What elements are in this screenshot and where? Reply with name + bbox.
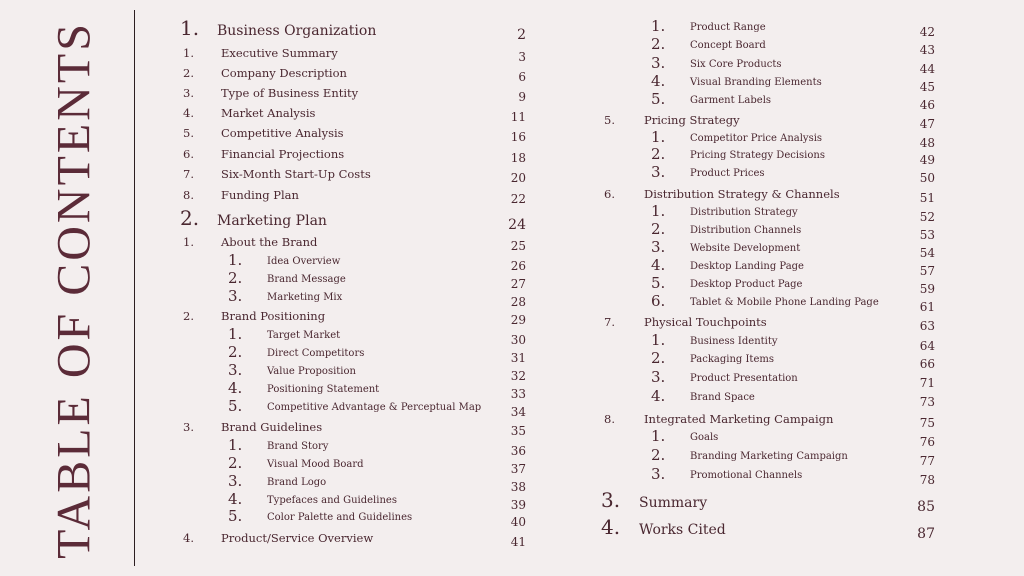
toc-entry-number: 2. [651, 446, 666, 464]
toc-entry-label: Distribution Channels [690, 225, 802, 236]
toc-entry[interactable] [0, 74, 1024, 92]
toc-entry-label: Works Cited [639, 522, 726, 538]
toc-entry-number: 1. [180, 16, 200, 40]
toc-entry-page: 26 [510, 259, 526, 273]
toc-entry-page: 16 [510, 130, 526, 144]
toc-entry-page: 78 [919, 473, 935, 487]
toc-entry[interactable] [0, 333, 1024, 351]
toc-entry[interactable] [0, 185, 1024, 203]
toc-entry-number: 1. [651, 128, 666, 146]
toc-entry[interactable] [0, 313, 1024, 331]
toc-entry-label: Visual Mood Board [267, 459, 364, 470]
toc-entry-label: Product Range [690, 22, 766, 33]
toc-entry-page: 6 [518, 70, 526, 84]
toc-entry-number: 5. [651, 274, 666, 292]
toc-entry[interactable] [0, 130, 1024, 148]
toc-entry-page: 59 [919, 282, 935, 296]
toc-entry[interactable] [0, 222, 1024, 240]
toc-entry-number: 1. [228, 325, 243, 343]
toc-entry-label: Product Presentation [690, 373, 798, 384]
toc-entry-page: 63 [919, 319, 935, 333]
toc-entry-number: 3. [651, 465, 666, 483]
toc-entry-label: Competitor Price Analysis [690, 133, 823, 144]
toc-entry-label: Brand Guidelines [221, 420, 323, 434]
toc-entry-number: 2. [651, 35, 666, 53]
toc-entry[interactable] [0, 111, 1024, 129]
toc-entry[interactable] [0, 258, 1024, 276]
toc-entry-page: 85 [917, 499, 935, 515]
toc-entry-page: 32 [510, 369, 526, 383]
toc-entry-number: 1. [651, 331, 666, 349]
toc-entry-number: 7. [604, 315, 615, 329]
toc-entry-number: 3. [228, 361, 243, 379]
toc-entry-number: 3. [228, 287, 243, 305]
toc-entry-number: 8. [604, 412, 615, 426]
toc-entry-page: 42 [919, 25, 935, 39]
toc-entry-number: 1. [228, 436, 243, 454]
toc-entry-page: 37 [510, 462, 526, 476]
toc-entry-label: Brand Message [267, 274, 346, 285]
toc-entry[interactable] [0, 276, 1024, 294]
toc-entry-label: Business Identity [690, 336, 778, 347]
toc-entry[interactable] [0, 240, 1024, 258]
toc-entry-number: 7. [183, 167, 194, 181]
toc-entry-label: Direct Competitors [267, 348, 365, 359]
toc-entry-number: 4. [651, 72, 666, 90]
toc-entry-page: 44 [919, 62, 935, 76]
toc-entry-page: 75 [919, 416, 935, 430]
toc-entry-page: 11 [510, 110, 526, 124]
toc-entry[interactable] [0, 467, 1024, 485]
toc-entry-page: 52 [919, 210, 935, 224]
toc-entry-label: Website Development [690, 243, 801, 254]
toc-entry-label: Desktop Landing Page [690, 261, 804, 272]
toc-entry-label: Product/Service Overview [221, 531, 374, 545]
toc-entry-page: 18 [510, 151, 526, 165]
toc-entry-number: 5. [183, 126, 194, 140]
toc-entry[interactable] [0, 204, 1024, 222]
toc-entry-label: Distribution Strategy [690, 207, 798, 218]
toc-entry-number: 2. [180, 206, 200, 230]
toc-entry-number: 6. [183, 147, 194, 161]
toc-entry-page: 64 [919, 339, 935, 353]
toc-entry-page: 41 [510, 535, 526, 549]
toc-entry-page: 34 [510, 405, 526, 419]
toc-entry-page: 24 [508, 217, 526, 233]
toc-entry-number: 3. [651, 238, 666, 256]
toc-entry[interactable] [0, 56, 1024, 74]
toc-entry[interactable] [0, 351, 1024, 369]
toc-entry[interactable] [0, 92, 1024, 110]
toc-entry-number: 4. [228, 490, 243, 508]
toc-entry-number: 3. [228, 472, 243, 490]
toc-entry-label: About the Brand [221, 235, 318, 249]
toc-entry-page: 28 [510, 295, 526, 309]
toc-entry-page: 38 [510, 480, 526, 494]
toc-entry-label: Typefaces and Guidelines [267, 495, 397, 506]
toc-entry-label: Idea Overview [267, 256, 341, 267]
toc-entry-number: 5. [228, 397, 243, 415]
toc-entry-number: 3. [651, 163, 666, 181]
page-title: TABLE OF CONTENTS [47, 21, 101, 559]
toc-entry-page: 45 [919, 80, 935, 94]
toc-entry-label: Competitive Analysis [221, 126, 344, 140]
toc-entry-page: 50 [919, 171, 935, 185]
toc-entry-page: 49 [919, 153, 935, 167]
toc-entry-number: 4. [183, 531, 194, 545]
toc-entry-number: 5. [228, 507, 243, 525]
toc-entry-number: 6. [651, 292, 666, 310]
toc-entry-label: Promotional Channels [690, 470, 803, 481]
toc-entry-page: 40 [510, 515, 526, 529]
toc-entry[interactable] [0, 370, 1024, 388]
toc-entry-page: 71 [919, 376, 935, 390]
toc-entry-page: 39 [510, 498, 526, 512]
toc-entry-number: 5. [604, 113, 615, 127]
toc-entry-label: Goals [690, 432, 719, 443]
toc-entry-page: 43 [919, 43, 935, 57]
toc-entry-number: 3. [651, 54, 666, 72]
toc-entry-label: Company Description [221, 66, 347, 80]
toc-entry[interactable] [0, 389, 1024, 407]
toc-entry-label: Garment Labels [690, 95, 772, 106]
toc-entry-page: 30 [510, 333, 526, 347]
toc-entry-label: Market Analysis [221, 106, 316, 120]
toc-entry-number: 4. [601, 515, 621, 539]
toc-entry-page: 54 [919, 246, 935, 260]
toc-entry-label: Color Palette and Guidelines [267, 512, 413, 523]
toc-entry-page: 87 [917, 526, 935, 542]
toc-entry-label: Integrated Marketing Campaign [644, 412, 834, 426]
toc-entry-page: 61 [919, 300, 935, 314]
toc-entry-page: 27 [510, 277, 526, 291]
toc-entry-page: 29 [510, 313, 526, 327]
toc-entry-number: 2. [651, 220, 666, 238]
toc-entry-page: 53 [919, 228, 935, 242]
toc-entry[interactable] [0, 16, 1024, 40]
toc-entry-label: Visual Branding Elements [690, 77, 822, 88]
toc-entry-number: 3. [183, 86, 194, 100]
toc-entry-number: 3. [183, 420, 194, 434]
toc-entry-number: 1. [228, 251, 243, 269]
toc-entry-label: Funding Plan [221, 188, 299, 202]
toc-entry-number: 2. [183, 66, 194, 80]
toc-entry-number: 1. [651, 427, 666, 445]
toc-entry-page: 3 [518, 50, 526, 64]
toc-entry-number: 6. [604, 187, 615, 201]
toc-entry-label: Summary [639, 495, 708, 511]
toc-entry-label: Target Market [267, 330, 341, 341]
toc-entry-label: Branding Marketing Campaign [690, 451, 848, 462]
toc-entry-page: 77 [919, 454, 935, 468]
toc-entry[interactable] [0, 165, 1024, 183]
toc-entry-label: Competitive Advantage & Perceptual Map [267, 402, 482, 413]
toc-entry-page: 36 [510, 444, 526, 458]
toc-entry-page: 33 [510, 387, 526, 401]
toc-entry-label: Brand Positioning [221, 309, 326, 323]
toc-entry-page: 57 [919, 264, 935, 278]
toc-entry-number: 4. [651, 256, 666, 274]
toc-entry-page: 76 [919, 435, 935, 449]
toc-entry-label: Six Core Products [690, 59, 782, 70]
toc-entry[interactable] [0, 410, 1024, 428]
toc-entry-number: 1. [183, 235, 194, 249]
toc-entry-label: Pricing Strategy Decisions [690, 150, 825, 161]
toc-entry-label: Product Prices [690, 168, 765, 179]
toc-entry-label: Brand Story [267, 441, 329, 452]
toc-entry-label: Concept Board [690, 40, 766, 51]
toc-entry-label: Financial Projections [221, 147, 345, 161]
toc-entry-number: 1. [651, 17, 666, 35]
toc-entry-page: 20 [510, 171, 526, 185]
toc-entry-label: Distribution Strategy & Channels [644, 187, 840, 201]
toc-entry-number: 3. [601, 488, 621, 512]
toc-entry-page: 25 [510, 239, 526, 253]
toc-entry-label: Pricing Strategy [644, 113, 740, 127]
toc-entry-label: Physical Touchpoints [644, 315, 767, 329]
toc-entry-number: 4. [228, 379, 243, 397]
toc-entry-number: 4. [651, 387, 666, 405]
toc-entry-page: 51 [919, 191, 935, 205]
toc-entry-number: 2. [228, 454, 243, 472]
toc-entry[interactable] [0, 147, 1024, 165]
toc-entry[interactable] [0, 37, 1024, 55]
toc-entry-page: 2 [517, 27, 526, 43]
toc-entry-page: 73 [919, 395, 935, 409]
toc-entry-page: 66 [919, 357, 935, 371]
toc-entry-number: 3. [651, 368, 666, 386]
toc-entry-label: Brand Space [690, 392, 755, 403]
toc-entry-number: 4. [183, 106, 194, 120]
toc-entry-label: Business Organization [217, 23, 377, 39]
toc-entry-page: 22 [510, 192, 526, 206]
toc-entry-page: 48 [919, 136, 935, 150]
toc-entry-label: Tablet & Mobile Phone Landing Page [690, 297, 879, 308]
toc-entry[interactable] [0, 429, 1024, 447]
toc-entry-page: 9 [518, 90, 526, 104]
toc-entry-number: 1. [651, 202, 666, 220]
toc-entry[interactable] [0, 448, 1024, 466]
toc-entry-number: 2. [651, 145, 666, 163]
toc-entry-number: 2. [183, 309, 194, 323]
toc-entry-label: Executive Summary [221, 46, 338, 60]
toc-entry-page: 47 [919, 117, 935, 131]
toc-entry-page: 46 [919, 98, 935, 112]
toc-entry-number: 1. [183, 46, 194, 60]
toc-entry-label: Type of Business Entity [221, 86, 359, 100]
toc-entry-number: 5. [651, 90, 666, 108]
toc-entry-label: Brand Logo [267, 477, 327, 488]
toc-entry-label: Marketing Mix [267, 292, 343, 303]
toc-entry-label: Six-Month Start-Up Costs [221, 167, 371, 181]
toc-entry-number: 2. [228, 343, 243, 361]
toc-entry-label: Desktop Product Page [690, 279, 803, 290]
toc-entry-number: 2. [651, 349, 666, 367]
toc-entry[interactable] [0, 294, 1024, 312]
toc-entry-number: 2. [228, 269, 243, 287]
toc-entry-page: 35 [510, 424, 526, 438]
toc-entry[interactable] [0, 488, 1024, 515]
toc-entry-label: Value Proposition [267, 366, 356, 377]
toc-entry-page: 31 [510, 351, 526, 365]
toc-entry-number: 8. [183, 188, 194, 202]
toc-entry-label: Packaging Items [690, 354, 774, 365]
toc-entry-label: Positioning Statement [267, 384, 380, 395]
toc-entry-label: Marketing Plan [217, 213, 327, 229]
